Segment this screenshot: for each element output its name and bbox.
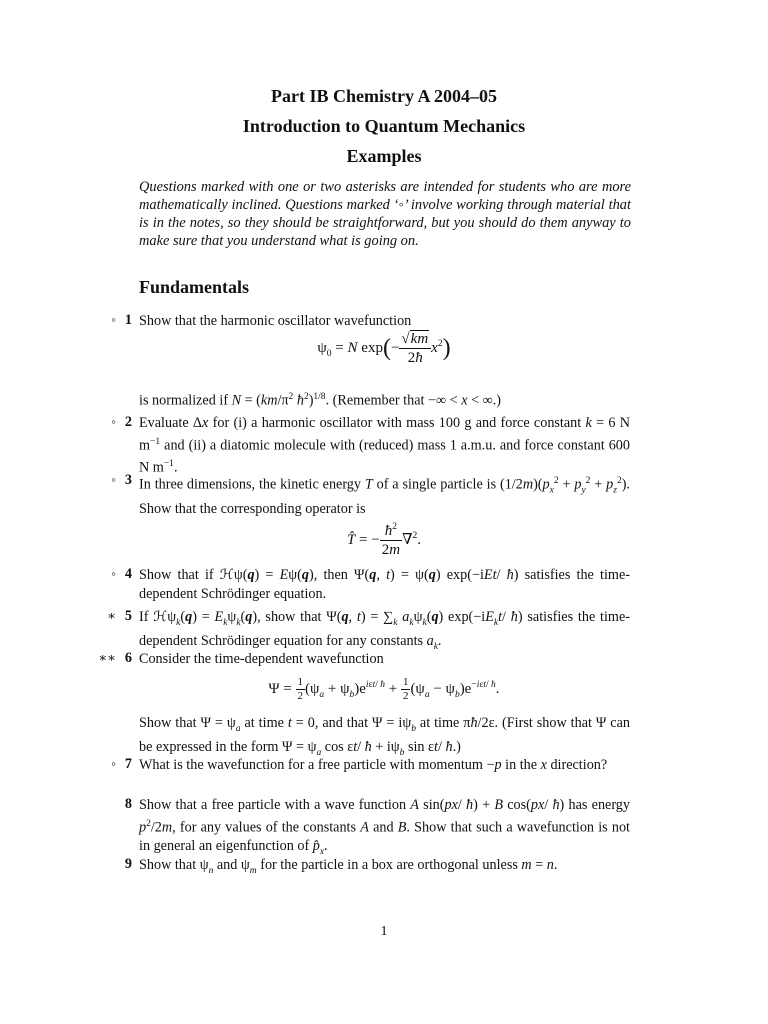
question-marker: ◦: [111, 414, 116, 429]
question-number: 2: [124, 414, 132, 430]
question-marker: ◦: [111, 566, 116, 581]
question-number: 9: [124, 856, 132, 872]
question-number: 7: [124, 756, 132, 772]
question-text: Show that if ℋψ(q) = Eψ(q), then Ψ(q, t) = ψ(q) exp(−iEt/ ħ) satisfies the time-dependent Schrödinger equation.: [139, 567, 630, 602]
question-text: What is the wavefunction for a free particle with momentum −p in the x direction?: [139, 757, 608, 773]
question-number: 4: [124, 566, 132, 582]
document-subtitle: Introduction to Quantum Mechanics: [242, 116, 526, 136]
equation-time-dependent: Ψ = $\frac{1}{2}$ $(\psi_a + \psi_b)e^{i\varepsilon t/ ħ}$ + $\frac{1}{2}$ $(\psi_a - \psi_b)e^{-i\varepsilon t/ ħ}$.: [268, 676, 500, 703]
question-number: 5: [124, 608, 132, 624]
page-number: 1: [380, 924, 388, 939]
question-text: Consider the time-dependent wavefunction: [139, 651, 384, 667]
question-text: Show that a free particle with a wave function A sin(px/ ħ) + B cos(px/ ħ) has energy $p^2/2m$, for any values of the constants A and B. Show that such a wavefunction is not in general an eigenfunction of $p̂_x$.: [139, 797, 630, 857]
question-number: 3: [124, 472, 132, 488]
question-text: In three dimensions, the kinetic energy T of a single particle is $(1/2m)(p_x^2 + p_y^2 + p_z^2)$. Show that the corresponding operator is: [139, 476, 630, 518]
question-text: If ℋψ$_k$(q) = $E_k\psi_k(q)$, show that Ψ(q, $t) = \sum_k$ $a_k\psi_k(q)$ $\exp(-iE_kt/$ ħ) satisfies the time-dependent Schrödinger equation for any constants $a_k$.: [139, 609, 630, 653]
document-title: Part IB Chemistry A 2004–05: [271, 86, 497, 106]
question-number: 8: [124, 796, 132, 812]
document-heading-examples: Examples: [346, 146, 422, 166]
question-marker: ◦: [111, 472, 116, 487]
question-text: Show that $\psi_n$ and $\psi_m$ for the particle in a box are orthogonal unless m = n.: [139, 857, 558, 876]
equation-psi0: $\psi_0 = N$ exp(− $\frac{√km}{2ħ}$ $x^2$): [317, 331, 451, 366]
question-marker: ∗∗: [98, 650, 116, 665]
question-marker: ◦: [111, 756, 116, 771]
equation-kinetic-operator: T̂ = − $\frac{ħ^2}{2m}$ ∇$^2$.: [346, 522, 422, 558]
question-text: Show that the harmonic oscillator wavefunction: [139, 313, 412, 329]
section-heading: Fundamentals: [139, 277, 250, 297]
question-number: 1: [124, 312, 132, 328]
intro-paragraph: Questions marked with one or two asterisks are intended for students who are more mathematically inclined. Questions marked ‘◦’ involve working through material that is in the notes, so they should be straightforward, but you should do them anyway to make sure that you understand what is going on.: [139, 179, 631, 249]
question-marker: ◦: [111, 312, 116, 327]
question-text: Evaluate Δx for (i) a harmonic oscillator with mass 100 g and force constant k = 6 N $m^{-1}$ and (ii) a diatomic molecule with (reduced) mass 1 a.m.u. and force constant 600 N $m^{-1}$.: [139, 415, 630, 476]
question-marker: ∗: [107, 608, 116, 623]
question-number: 6: [124, 650, 132, 666]
